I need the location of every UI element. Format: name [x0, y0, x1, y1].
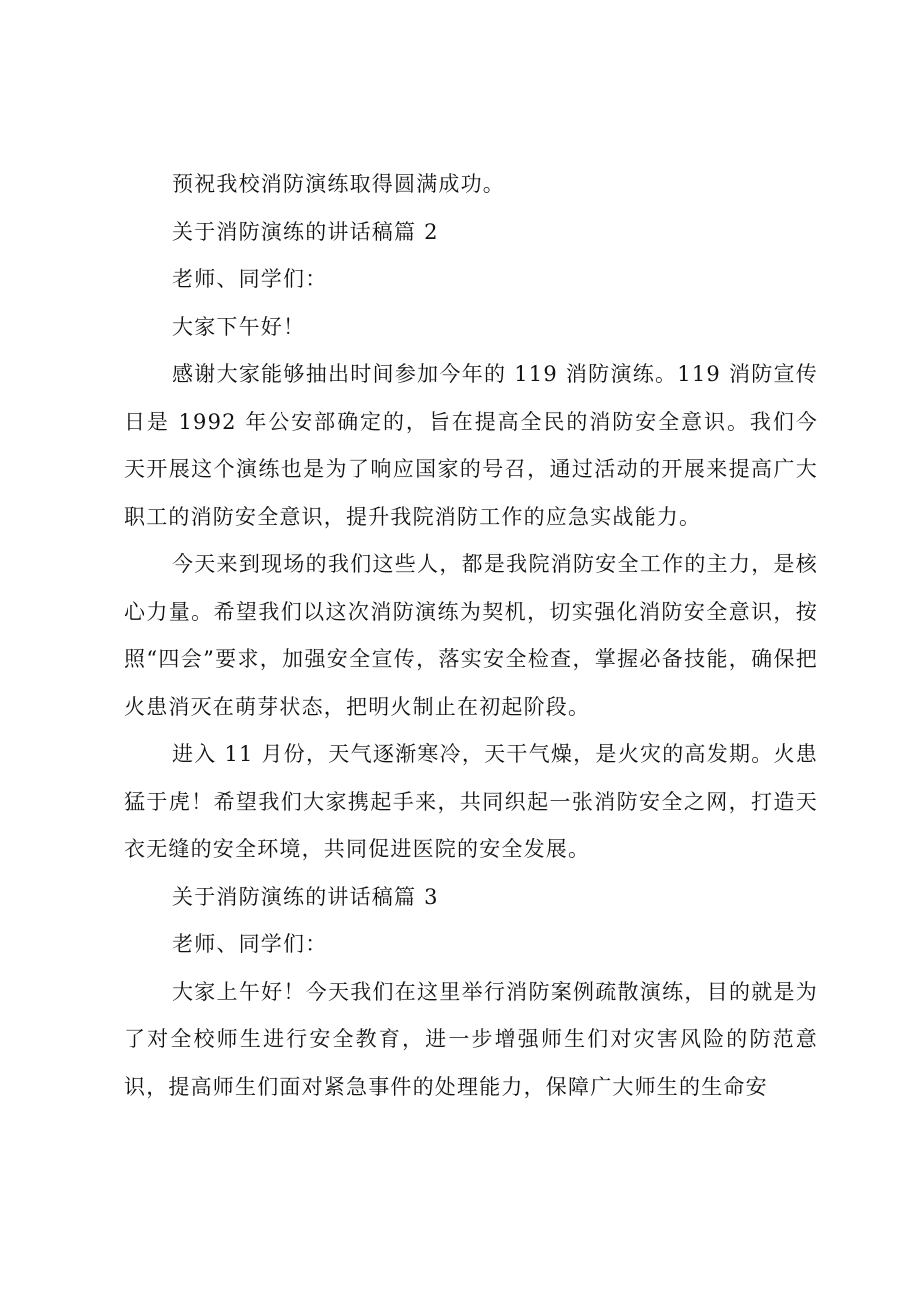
body-paragraph: 进入 11 月份，天气逐渐寒冷，天干气燥，是火灾的高发期。火患猛于虎！希望我们大家携起手来，共同织起一张消防安全之网，打造天衣无缝的安全环境，共同促进医院的安全发展。 [124, 742, 818, 861]
closing-wish-paragraph: 预祝我校消防演练取得圆满成功。 [172, 172, 505, 196]
document-body [124, 161, 818, 1111]
body-paragraph: 大家上午好！今天我们在这里举行消防案例疏散演练，目的就是为了对全校师生进行安全教育，进一步增强师生们对灾害风险的防范意识，提高师生们面对紧急事件的处理能力，保障广大师生的生命安 [124, 979, 818, 1099]
body-paragraph: 今天来到现场的我们这些人，都是我院消防安全工作的主力，是核心力量。希望我们以这次消防演练为契机，切实强化消防安全意识，按照“四会”要求，加强安全宣传，落实安全检查，掌握必备技能，确保把火患消灭在萌芽状态，把明火制止在初起阶段。 [124, 552, 818, 719]
salutation-paragraph: 老师、同学们： [172, 267, 328, 291]
section-heading-2: 关于消防演练的讲话稿篇 2 [172, 219, 439, 244]
salutation-paragraph: 老师、同学们： [172, 932, 328, 956]
section-heading-3: 关于消防演练的讲话稿篇 3 [172, 884, 439, 909]
greeting-paragraph: 大家下午好！ [172, 314, 306, 339]
body-paragraph: 感谢大家能够抽出时间参加今年的 119 消防演练。119 消防宣传日是 1992 年公安部确定的，旨在提高全民的消防安全意识。我们今天开展这个演练也是为了响应国家的号召，通过活动的开展来提高广大职工的消防安全意识，提升我院消防工作的应急实战能力。 [124, 362, 818, 529]
